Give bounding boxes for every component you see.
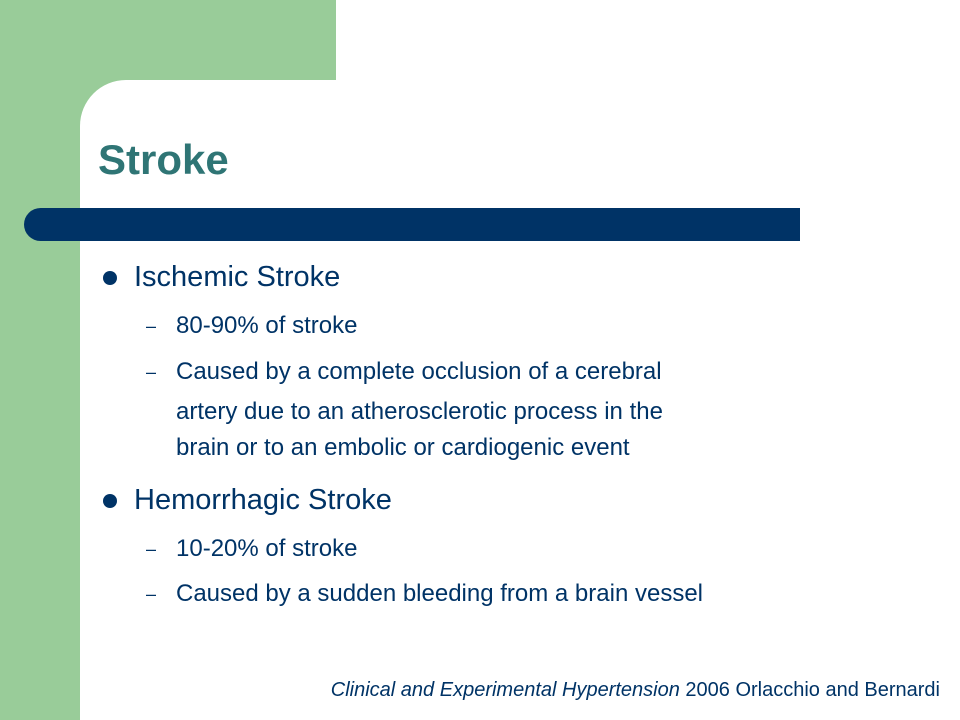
dash-icon: – (146, 584, 157, 604)
subitem-ischemic-cause-line-1: Caused by a complete occlusion of a cerebral (176, 358, 662, 385)
subitem-ischemic-percent: 80-90% of stroke (176, 312, 358, 339)
subitem-hemorrhagic-percent: 10-20% of stroke (176, 535, 358, 562)
citation-journal: Clinical and Experimental Hypertension (330, 679, 680, 701)
bullet-dot-icon (103, 271, 117, 285)
subitem-hemorrhagic-cause: Caused by a sudden bleeding from a brain vessel (176, 580, 703, 607)
dash-icon: – (146, 316, 157, 336)
dash-icon: – (146, 362, 157, 382)
bullet-ischemic-stroke: Ischemic Stroke (134, 261, 341, 293)
citation (331, 678, 940, 702)
slide-title: Stroke (98, 136, 229, 183)
citation-authors: 2006 Orlacchio and Bernardi (679, 679, 940, 701)
dash-icon: – (146, 539, 157, 559)
bullet-dot-icon (103, 494, 117, 508)
subitem-ischemic-cause-line-2: artery due to an atherosclerotic process in the (176, 398, 663, 425)
subitem-ischemic-cause-line-3: brain or to an embolic or cardiogenic event (176, 434, 630, 461)
bullet-hemorrhagic-stroke: Hemorrhagic Stroke (134, 484, 392, 516)
